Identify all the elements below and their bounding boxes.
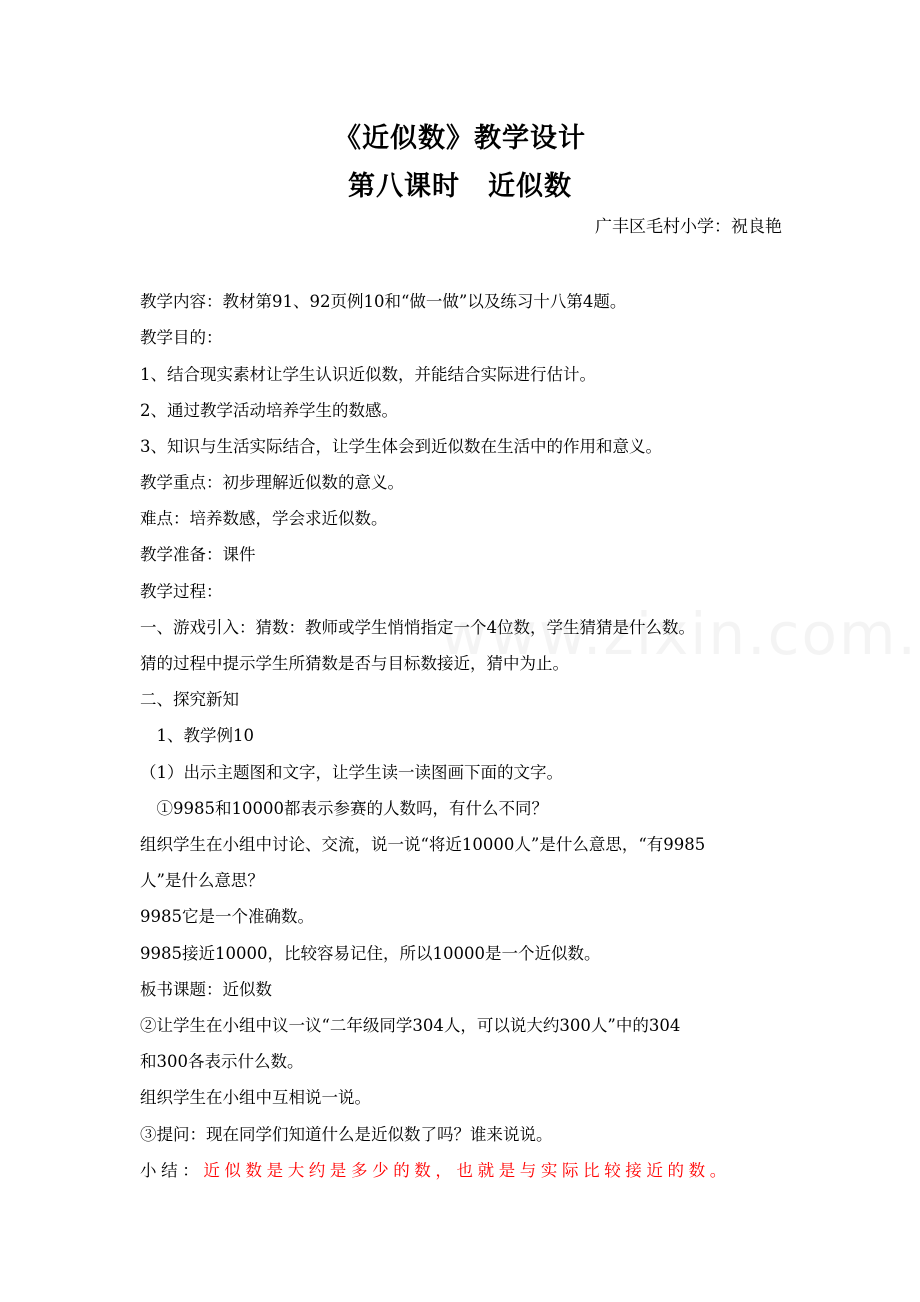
text-line: 1、结合现实素材让学生认识近似数，并能结合实际进行估计。 <box>140 365 596 384</box>
section-heading: 二、探究新知 <box>140 690 239 709</box>
text-line: 猜的过程中提示学生所猜数是否与目标数接近，猜中为止。 <box>140 654 569 673</box>
text-line: 教学准备：课件 <box>140 545 256 564</box>
text-line: （1）出示主题图和文字，让学生读一读图画下面的文字。 <box>140 763 563 782</box>
text-line: 教学内容：教材第91、92页例10和“做一做”以及练习十八第4题。 <box>140 292 627 311</box>
summary-text: 近似数是大约是多少的数，也就是与实际比较接近的数。 <box>203 1161 731 1180</box>
text-line: 组织学生在小组中讨论、交流，说一说“将近10000人”是什么意思，“有9985 <box>140 835 706 854</box>
document-subtitle: 第八课时 近似数 <box>348 171 572 202</box>
text-line: ③提问：现在同学们知道什么是近似数了吗？谁来说说。 <box>140 1125 553 1144</box>
summary-line <box>140 1157 800 1181</box>
document-title: 《近似数》教学设计 <box>334 123 586 154</box>
text-line: 人”是什么意思？ <box>140 871 264 890</box>
text-line: 3、知识与生活实际结合，让学生体会到近似数在生活中的作用和意义。 <box>140 437 662 456</box>
author-line: 广丰区毛村小学：祝良艳 <box>595 217 782 237</box>
text-line: 难点：培养数感，学会求近似数。 <box>140 509 388 528</box>
text-line: 板书课题：近似数 <box>140 980 272 999</box>
text-line: 一、游戏引入：猜数：教师或学生悄悄指定一个4位数，学生猜猜是什么数。 <box>140 618 695 637</box>
text-line: 和300各表示什么数。 <box>140 1052 304 1071</box>
text-line: 2、通过教学活动培养学生的数感。 <box>140 401 398 420</box>
text-line: ①9985和10000都表示参赛的人数吗，有什么不同？ <box>140 799 548 818</box>
text-line: 教学重点：初步理解近似数的意义。 <box>140 473 404 492</box>
text-line: 组织学生在小组中互相说一说。 <box>140 1088 371 1107</box>
summary-label: 小结： <box>140 1161 204 1180</box>
text-line: 教学过程： <box>140 582 223 601</box>
text-line: 教学目的： <box>140 328 223 347</box>
text-line: 9985它是一个准确数。 <box>140 907 314 926</box>
text-line: 9985接近10000，比较容易记住，所以10000是一个近似数。 <box>140 944 601 963</box>
text-line: 1、教学例10 <box>140 726 254 745</box>
text-line: ②让学生在小组中议一议“二年级同学304人，可以说大约300人”中的304 <box>140 1016 681 1035</box>
